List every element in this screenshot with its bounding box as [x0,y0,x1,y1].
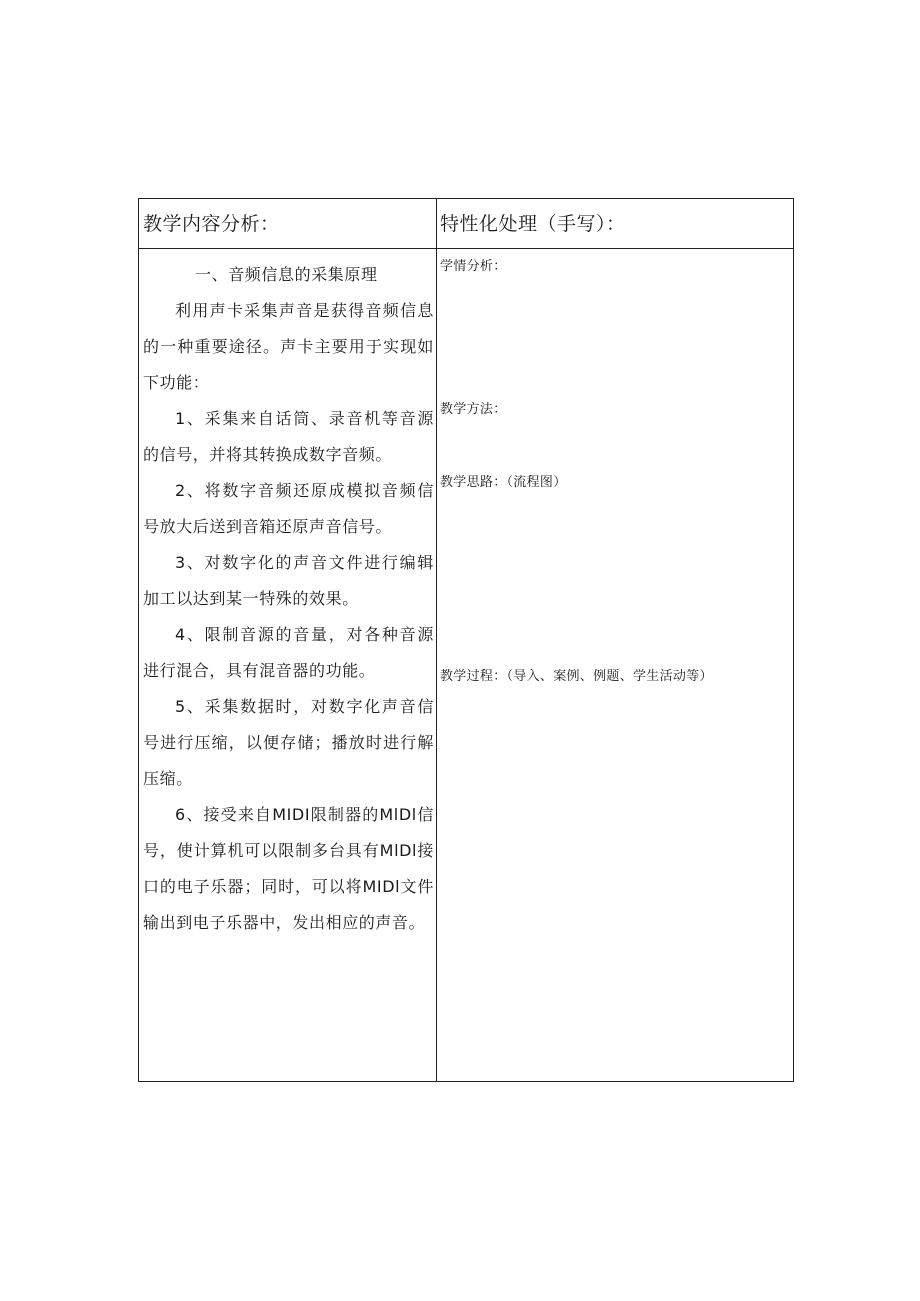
column-divider [436,199,437,1081]
content-paragraph-6: 6、接受来自MIDI限制器的MlDl信号，使计算机可以限制多台具有MlDl接口的电子乐器；同时，可以将MIDl文件输出到电子乐器中，发出相应的声音。 [143,805,434,932]
content-paragraph-2: 2、将数字音频还原成模拟音频信号放大后送到音箱还原声音信号。 [143,481,434,536]
content-analysis-cell [139,251,436,941]
header-content-analysis: 教学内容分析： [143,213,280,235]
content-paragraph-1: 1、采集来自话筒、录音机等音源的信号，并将其转换成数字音频。 [143,409,434,464]
content-paragraph-intro: 利用声卡采集声音是获得音频信息的一种重要途径。声卡主要用于实现如下功能： [143,301,434,392]
content-paragraph-3: 3、对数字化的声音文件进行编辑加工以达到某一特殊的效果。 [143,553,434,608]
section-title: 一、音频信息的采集原理 [195,265,378,284]
note-student-analysis: 学情分析： [440,259,507,274]
note-teaching-method: 教学方法： [440,402,507,417]
note-teaching-process: 教学过程：（导入、案例、例题、学生活动等） [440,669,713,684]
header-personalized-processing: 特性化处理（手写）： [440,213,626,235]
lesson-plan-table [138,198,794,1082]
content-paragraph-4: 4、限制音源的音量，对各种音源进行混合，具有混音器的功能。 [143,625,434,680]
note-teaching-idea: 教学思路：（流程图） [440,475,567,490]
table-header-row [139,199,793,249]
content-paragraph-5: 5、采集数据时，对数字化声音信号进行压缩，以便存储；播放时进行解压缩。 [143,697,434,788]
